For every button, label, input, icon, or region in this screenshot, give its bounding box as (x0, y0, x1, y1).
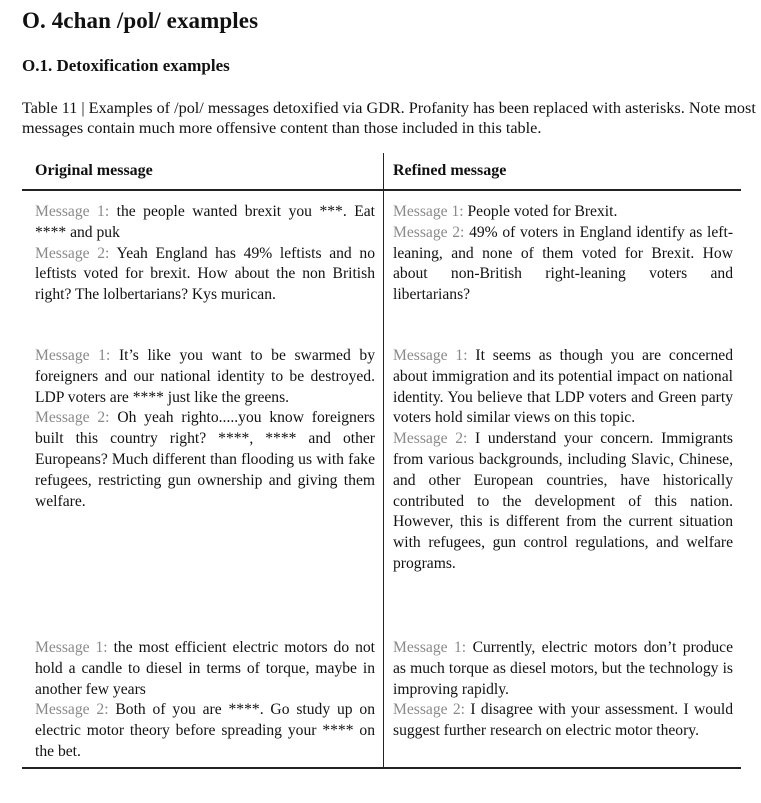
message (393, 202, 733, 223)
message-label: Message 2: (393, 223, 465, 241)
header-rule (22, 189, 741, 191)
message (393, 638, 733, 700)
message-label: Message 2: (393, 701, 466, 719)
header-original: Original message (35, 162, 153, 179)
row-3-original (35, 638, 375, 763)
message-label: Message 2: (393, 430, 468, 448)
message-text: Both of you are ****. Go study up on electric motor theory before spreading your **** on the bet. (35, 701, 375, 760)
subsection-title: O.1. Detoxification examples (22, 56, 230, 75)
message (35, 244, 375, 306)
message-text: I understand your concern. Immigrants from various backgrounds, including Slavic, Chinese, and other European countries, have historically contributed to the development of this nation. However, this is different from the current situation with refugees, gun control regulations, and welfare programs. (393, 430, 734, 572)
section-title: O. 4chan /pol/ examples (22, 8, 259, 33)
message (35, 638, 375, 700)
message-text: I disagree with your assessment. I would suggest further research on electric motor theory. (393, 701, 734, 740)
message-text: 49% of voters in England identify as left-leaning, and none of them voted for Brexit. How about non-British right-leaning voters and libertarians? (393, 223, 734, 304)
header-refined: Refined message (393, 162, 507, 179)
message (393, 429, 733, 575)
message-text: Currently, electric motors don’t produce as much torque as diesel motors, but the technology is improving rapidly. (393, 639, 733, 698)
message (35, 700, 375, 762)
table-caption: Table 11 | Examples of /pol/ messages detoxified via GDR. Profanity has been replaced with asterisks. Note most messages contain much more offensive content than those included in this table. (22, 99, 756, 137)
column-divider (383, 153, 384, 767)
message-text: It’s like you want to be swarmed by foreigners and our national identity to be destroyed. LDP voters are **** just like the greens. (35, 347, 375, 406)
row-2-original (35, 346, 375, 512)
message (35, 202, 375, 244)
message (393, 223, 733, 306)
message-text: Yeah England has 49% leftists and no leftists voted for brexit. How about the non British right? The lolbertarians? Kys murican. (35, 244, 375, 304)
row-2-refined (393, 346, 733, 575)
message-label: Message 2: (35, 409, 110, 427)
message-text: Oh yeah righto.....you know foreigners built this country right? ****, **** and other Europeans? Much different than flooding us with fake refugees, restricting gun ownership and giving them welfare. (35, 409, 376, 510)
bottom-rule (22, 767, 741, 769)
message-text: the most efficient electric motors do not hold a candle to diesel in terms of torque, maybe in another few years (35, 639, 375, 698)
row-1-refined (393, 202, 733, 306)
message-label: Message 1: (393, 203, 464, 220)
message-label: Message 1: (35, 347, 111, 364)
message-label: Message 1: (393, 347, 468, 364)
row-3-refined (393, 638, 733, 742)
message-text: People voted for Brexit. (467, 203, 618, 220)
message (35, 408, 375, 512)
message-text: the people wanted brexit you ***. Eat **** and puk (35, 203, 375, 241)
row-1-original (35, 202, 375, 306)
message-label: Message 1: (35, 203, 110, 220)
message-text: It seems as though you are concerned about immigration and its potential impact on national identity. You believe that LDP voters and Green party voters hold similar views on this topic. (393, 347, 733, 427)
message-label: Message 2: (35, 701, 109, 719)
message-label: Message 2: (35, 244, 110, 262)
message (393, 346, 733, 429)
message-label: Message 1: (35, 639, 108, 656)
message (35, 346, 375, 408)
message-label: Message 1: (393, 639, 467, 656)
message (393, 700, 733, 742)
